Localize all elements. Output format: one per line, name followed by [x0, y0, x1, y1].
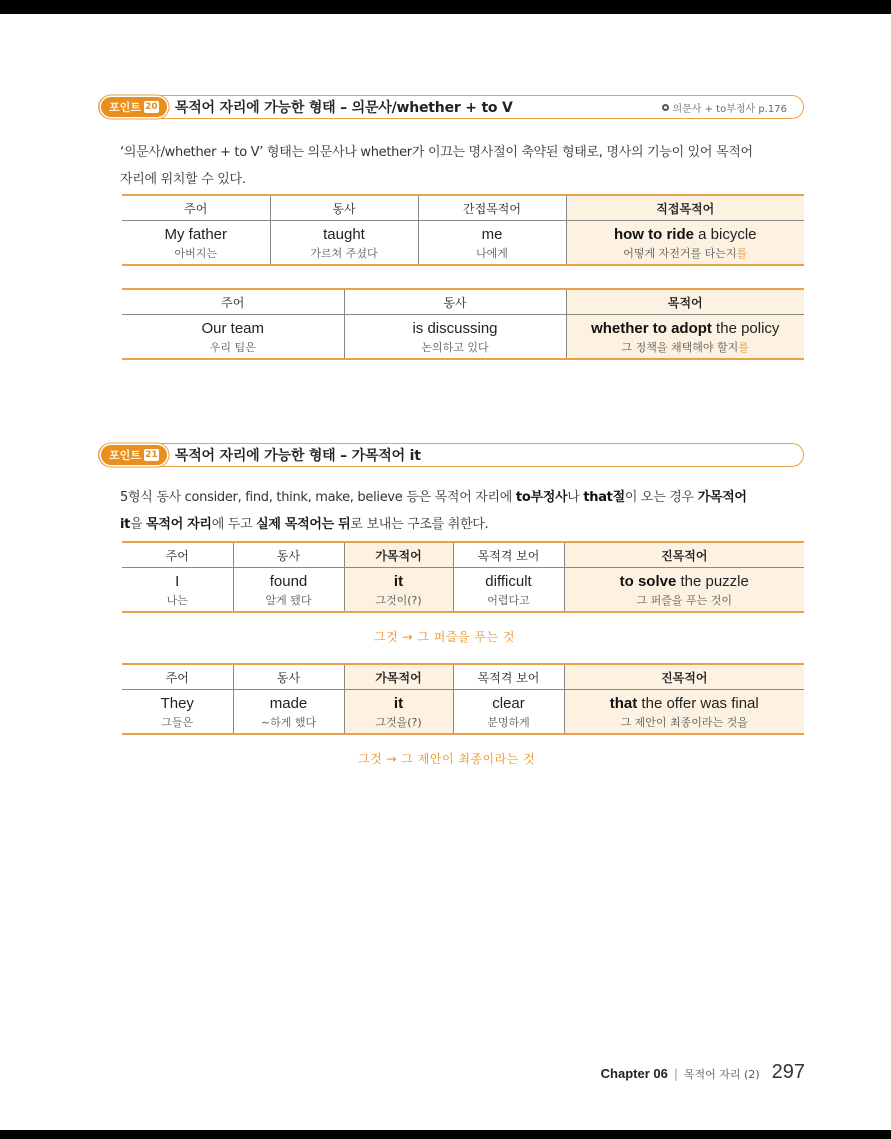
col-header: 동사	[270, 195, 418, 221]
table-row	[122, 221, 804, 266]
grammar-table-whether	[122, 288, 804, 360]
grammar-table-dummy-object-2	[122, 663, 804, 735]
col-header: 직접목적어	[566, 195, 804, 221]
cell-object-complement: clear 분명하게	[453, 690, 564, 735]
cell-object: whether to adopt the policy 그 정책을 채택해야 할지를	[566, 315, 804, 360]
cell-dummy-object: it 그것을(?)	[344, 690, 453, 735]
badge-label: 포인트	[109, 449, 141, 462]
cell-dummy-object: it 그것이(?)	[344, 568, 453, 613]
col-header: 가목적어	[344, 542, 453, 568]
bottom-black-bar	[0, 1130, 891, 1139]
col-header: 주어	[122, 289, 344, 315]
cell-verb: taught 가르쳐 주셨다	[270, 221, 418, 266]
table-row	[122, 690, 804, 735]
cell-subject: They 그들은	[122, 690, 233, 735]
point-badge	[101, 445, 167, 465]
grammar-table-dummy-object-1	[122, 541, 804, 613]
badge-number: 21	[145, 450, 158, 460]
table-note: 그것 → 그 퍼즐을 푸는 것	[374, 630, 515, 644]
point-badge	[101, 97, 167, 117]
paragraph-line: ‘의문사/whether + to V’ 형태는 의문사나 whether가 이끄는 명사절이 축약된 형태로, 명사의 기능이 있어 목적어	[120, 145, 753, 160]
point-20-header	[98, 95, 804, 119]
table-note: 그것 → 그 제안이 최종이라는 것	[358, 752, 536, 766]
paragraph-line: 자리에 위치할 수 있다.	[120, 172, 246, 187]
reference-text: 의문사 + to부정사 p.176	[672, 103, 787, 115]
col-header: 동사	[344, 289, 566, 315]
cell-subject: Our team 우리 팀은	[122, 315, 344, 360]
footer-separator: |	[673, 1067, 678, 1081]
paragraph-line: 5형식 동사 consider, find, think, make, believe 등은 목적어 자리에 to부정사나 that절이 오는 경우 가목적어	[120, 490, 747, 505]
col-header: 가목적어	[344, 664, 453, 690]
top-black-bar	[0, 0, 891, 14]
col-header: 주어	[122, 664, 233, 690]
table-row	[122, 315, 804, 360]
col-header: 진목적어	[564, 542, 804, 568]
point-21-header	[98, 443, 804, 467]
cell-indirect-object: me 나에게	[418, 221, 566, 266]
point-20-explanation	[120, 139, 810, 193]
cell-verb: is discussing 논의하고 있다	[344, 315, 566, 360]
cell-object-complement: difficult 어렵다고	[453, 568, 564, 613]
circle-bullet-icon	[662, 104, 669, 111]
page-number: 297	[771, 1061, 805, 1083]
chapter-label: Chapter 06	[600, 1066, 668, 1081]
point-title: 목적어 자리에 가능한 형태 – 가목적어 it	[174, 448, 421, 464]
col-header: 목적어	[566, 289, 804, 315]
cell-subject: I 나는	[122, 568, 233, 613]
cell-verb: found 알게 됐다	[233, 568, 344, 613]
col-header: 목적격 보어	[453, 542, 564, 568]
cell-subject: My father 아버지는	[122, 221, 270, 266]
cross-reference	[662, 100, 787, 115]
cell-real-object: to solve the puzzle 그 퍼즐을 푸는 것이	[564, 568, 804, 613]
cell-direct-object: how to ride a bicycle 어떻게 자전거를 타는지를	[566, 221, 804, 266]
col-header: 동사	[233, 542, 344, 568]
point-21-explanation	[120, 484, 810, 538]
chapter-subtitle: 목적어 자리 (2)	[683, 1068, 760, 1081]
grammar-table-indirect-object	[122, 194, 804, 266]
badge-number: 20	[145, 102, 158, 112]
col-header: 목적격 보어	[453, 664, 564, 690]
cell-real-object: that the offer was final 그 제안이 최종이라는 것을	[564, 690, 804, 735]
col-header: 동사	[233, 664, 344, 690]
badge-label: 포인트	[109, 101, 141, 114]
col-header: 주어	[122, 542, 233, 568]
page-footer	[601, 1061, 805, 1084]
cell-verb: made ~하게 했다	[233, 690, 344, 735]
col-header: 진목적어	[564, 664, 804, 690]
col-header: 주어	[122, 195, 270, 221]
col-header: 간접목적어	[418, 195, 566, 221]
point-title: 목적어 자리에 가능한 형태 – 의문사/whether + to V	[174, 100, 513, 116]
paragraph-line: it을 목적어 자리에 두고 실제 목적어는 뒤로 보내는 구조를 취한다.	[120, 517, 489, 532]
table-row	[122, 568, 804, 613]
